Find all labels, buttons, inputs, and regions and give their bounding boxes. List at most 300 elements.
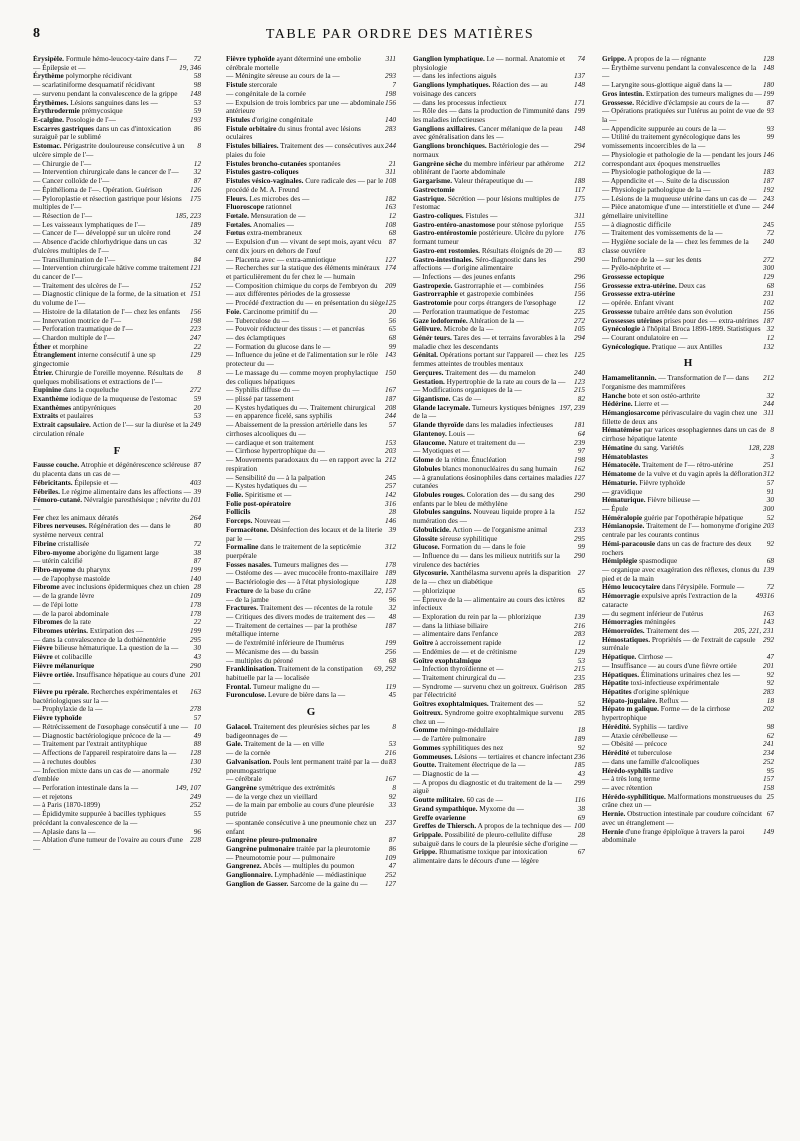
entry-page-ref: 12 [577,638,585,648]
entry-text: tardive [651,765,674,775]
index-column-4 [602,55,774,1135]
entry-page-ref: 152 [574,507,585,517]
entry-page-ref: 47 [388,861,396,871]
entry-heading: Folie post-opératoire [226,498,291,508]
entry-text: Tumeurs malignes des — [271,559,349,569]
entry-text: — de la grande lèvre [33,591,95,601]
entry-heading: Gastro-coliques. [413,210,464,220]
entry-text: Spiritisme et — [243,489,292,499]
entry-page-ref: 8 [197,141,201,151]
entry-heading: Gangrène sèche [413,158,463,168]
entry-page-ref: 43 [193,652,201,662]
entry-page-ref: 185, 223 [175,210,201,220]
entry-text: postérieure. Ulcère du pylore formant tumeur [413,228,564,247]
entry-page-ref: 53 [577,655,585,665]
entry-page-ref: 83 [577,245,585,255]
entry-heading: Glaucome. [413,437,447,447]
entry-page-ref: 148 [190,88,201,98]
entry-page-ref: 156 [574,280,585,290]
entry-heading: Fœtus [226,228,246,238]
entry-text: — Le massage du — comme moyen prophylactique des coliques hépatiques [226,367,379,386]
entry-page-ref: 300 [763,503,774,513]
index-entry [226,723,396,740]
entry-text: Cas de — [450,394,482,404]
entry-page-ref: 140 [190,573,201,583]
entry-text: — Intervention chirurgicale dans le cancer de l'— [33,167,179,177]
entry-text: Gastrorraphie et — combinées [452,280,544,290]
index-column-3 [413,55,585,1135]
entry-text: de la rate [62,617,92,627]
entry-page-ref: 132 [763,341,774,351]
entry-text: Microbe de la — [441,324,494,334]
entry-page-ref: 52 [577,699,585,709]
entry-heading: Fluoroscope [226,202,264,212]
entry-page-ref: 68 [766,556,774,566]
entry-page-ref: 403 [190,477,201,487]
entry-page-ref: 83 [388,756,396,766]
entry-heading: Gastrorraphie [413,289,458,299]
entry-text: Traitement électrique de la — [436,760,526,770]
index-entry [602,374,774,391]
entry-text: Fistules — [463,210,498,220]
index-entry [602,426,774,443]
entry-heading: Gargarisme. [413,176,453,186]
entry-page-ref: 3 [770,451,774,461]
entry-page-ref: 125 [574,350,585,360]
entry-page-ref: 22, 157 [374,585,396,595]
index-entry [33,522,201,539]
entry-text: iodique de la muqueuse de l'estomac [68,394,177,404]
entry-heading: Gros intestin. [602,88,645,98]
entry-page-ref: 129 [574,646,585,656]
entry-heading: Grossesse extra-utérine. [602,280,677,290]
entry-page-ref: 299 [574,777,585,787]
entry-page-ref: 32 [193,167,201,177]
index-entry [602,107,774,124]
entry-text: — Critiques des divers modes de traitement des — [226,612,375,621]
entry-heading: Gangrène [226,782,257,792]
index-entry [226,125,396,142]
entry-page-ref: 243 [763,193,774,203]
entry-heading: Hamamelitannin. [602,373,657,383]
entry-page-ref: 198 [574,455,585,465]
entry-heading: Glande thyroïde [413,420,464,430]
entry-page-ref: 84 [193,254,201,264]
entry-page-ref: 149 [763,826,774,836]
entry-page-ref: 241 [763,739,774,749]
entry-page-ref: 283 [574,629,585,639]
entry-text: — Cancer de l'— développé sur un ulcère rond [33,228,171,238]
entry-page-ref: 240 [763,237,774,247]
entry-page-ref: 98 [766,721,774,731]
entry-page-ref: 175 [190,193,201,203]
entry-heading: Fièvre mélanurique [33,660,95,670]
entry-heading: Formacétone. [226,524,269,534]
entry-text: Cure radicale des — par le procédé de M. A. Freund [226,176,384,194]
entry-page-ref: 57 [388,420,396,430]
index-entry [226,142,396,159]
entry-text: — Pouvoir réducteur des tissus : — et pancréas [226,324,365,334]
entry-page-ref: 143 [763,617,774,627]
entry-heading: Estomac. [33,141,62,151]
entry-text: Éliminations urinaires chez les — [639,669,740,679]
entry-text: — Traitement des ulcères de l'— [33,280,129,290]
entry-page-ref: 292 [763,634,774,644]
entry-text: — Abaissement de la pression artérielle dans les cirrhoses alcooliques du — [226,420,368,438]
entry-text: d'origine congénitale [249,115,313,125]
entry-page-ref: 162 [574,463,585,473]
entry-heading: Gélivure. [413,324,442,334]
entry-page-ref: 212 [574,158,585,168]
entry-heading: Hernie. [602,809,626,819]
entry-text: A propos de la technique des — [476,821,571,831]
entry-heading: Fibro-myome [33,564,76,574]
entry-heading: E-calgine. [33,115,65,125]
entry-text: — de l'artère pulmonaire [413,734,486,744]
entry-page-ref: 192 [190,765,201,775]
entry-heading: Fractures. [226,603,259,613]
index-entry [413,552,585,569]
entry-page-ref: 157 [763,774,774,784]
entry-text: Propriétés — de l'extrait de capsule surrénale [602,634,756,653]
entry-heading: Hédérine. [602,399,633,409]
index-entry [33,688,201,705]
entry-heading: Hépatite [602,678,629,688]
entry-heading: Ganglions axillaires. [413,123,477,133]
entry-page-ref: 201 [190,669,201,679]
index-entry [413,474,585,491]
entry-page-ref: 199 [763,88,774,98]
entry-page-ref: 192 [763,184,774,194]
entry-page-ref: 125 [385,298,396,308]
entry-page-ref: 189 [385,568,396,578]
entry-text: — Physiologie pathologique de la — [602,184,711,194]
entry-text: de la base du crâne [253,585,311,595]
entry-text: — Chirurgie de l'— [33,158,92,168]
entry-page-ref: 116 [574,795,585,805]
entry-text: — Traitement des vomissements de la — [602,228,723,238]
entry-heading: Gynécologique. [602,341,651,351]
entry-page-ref: 183 [763,167,774,177]
entry-heading: Greffe ovarienne [413,812,466,822]
index-entry [413,569,585,586]
entry-page-ref: 12 [193,158,201,168]
entry-text: — Ostéome des — avec mucocèle fronto-maxillaire [226,568,379,578]
entry-heading: Hanche [602,390,626,400]
entry-page-ref: 148 [574,80,585,90]
entry-text: du sang. Variétés [632,442,684,452]
entry-text: pour sténose pylorique [495,219,564,229]
entry-heading: Hépatique. [602,652,637,662]
entry-text: toxi-infectieuse expérimentale [628,678,720,688]
entry-page-ref: 316 [763,591,774,601]
entry-text: — cardiaque et son traitement [226,437,314,447]
entry-page-ref: 86 [193,123,201,133]
entry-text: Syphilis — tardive [630,721,688,731]
entry-text: Mensuration de — [248,210,306,220]
entry-text: — Pneumotomie pour — pulmonaire [226,852,336,862]
entry-text: blancs mononucléaires du sang humain [440,463,558,473]
entry-text: du membre inférieur par athérome oblitérant de l'aorte abdominale [413,158,565,177]
entry-page-ref: 155 [574,219,585,229]
entry-heading: Gestation. [413,376,445,386]
index-entry [33,767,201,784]
entry-text: bilieuse hématurique. La question de la — [52,643,179,653]
index-entry [413,848,585,865]
entry-page-ref: 198 [190,315,201,325]
entry-heading: Exanthème [33,394,69,404]
entry-page-ref: 239 [574,437,585,447]
entry-page-ref: 185 [574,760,585,770]
entry-heading: Hémorragies [602,617,643,627]
entry-page-ref: 92 [766,538,774,548]
entry-text: — Ablation d'une tumeur de l'ovaire au cours d'une — [33,835,183,853]
entry-text: — Transillumination de l'— [33,254,116,264]
entry-heading: Héméralopie [602,512,643,522]
entry-page-ref: 296 [574,271,585,281]
entry-page-ref: 87 [193,176,201,186]
entry-page-ref: 87 [766,97,774,107]
entry-text: pour corps étrangers de l'œsophage [451,298,557,308]
entry-page-ref: 93 [766,123,774,133]
entry-heading: Globules sanguins. [413,507,472,517]
entry-heading: Fistule orbitaire [226,123,277,133]
entry-text: avec inclusions épidermiques chez un chien [59,582,190,592]
page-number: 8 [33,26,40,41]
entry-page-ref: 290 [574,550,585,560]
index-entry [413,256,585,273]
entry-text: Périgastrite douloureuse consécutive à un ulcère simple de l'— [33,141,185,159]
entry-heading: Érythrodermie [33,106,80,116]
entry-text: — Diagnostic bactériologique précoce de la — [33,730,171,740]
index-entry [602,566,774,583]
entry-text: dans la coqueluche [61,385,119,395]
entry-heading: Hérédité. [602,721,631,731]
entry-heading: Hémorragie [602,591,640,601]
entry-page-ref: 187 [763,315,774,325]
entry-text: Malformations monstrueuses du crâne chez un — [602,791,762,810]
entry-page-ref: 178 [190,608,201,618]
entry-page-ref: 208 [385,402,396,412]
entry-heading: Ganglions bronchiques. [413,141,487,151]
entry-page-ref: 181 [574,420,585,430]
entry-heading: Hémo leucocytaire [602,582,661,592]
entry-text: et paulaires [58,411,94,421]
index-entry [33,810,201,827]
entry-heading: Gangrène pulmonaire [226,843,295,853]
entry-heading: Goitreux. [413,707,443,717]
entry-heading: Fosses nasales. [226,559,272,569]
index-entry [602,705,774,722]
entry-text: — Aplasie dans la — [33,826,96,836]
entry-text: Épilepsie et — [72,477,118,487]
entry-page-ref: 25 [766,791,774,801]
entry-text: — Influence du — dans les milieux nutritifs sur la virulence des bactéries [413,550,560,569]
entry-text: — en apparence ficelé, sans syphilis [226,411,333,421]
entry-heading: Hépatiques. [602,669,640,679]
entry-text: — à diagnostic difficile [602,219,671,229]
index-entry [413,334,585,351]
index-entry [33,836,201,853]
entry-heading: Fibromes [33,617,63,627]
entry-heading: Globulicide. [413,524,451,534]
entry-page-ref: 97 [577,446,585,456]
entry-text: — Affections de l'appareil respiratoire dans la — [33,748,177,758]
entry-text: A propos de la — régnante [626,55,706,63]
entry-page-ref: 257 [385,481,396,491]
section-letter: F [113,444,121,457]
entry-text: Obstruction intestinale par coudure coïncidant avec un étranglement — [602,809,763,827]
entry-text: — dans la lithiase biliaire [413,620,488,630]
index-entry [226,351,396,368]
entry-text: Le régime alimentaire dans les affections — [59,486,191,496]
entry-heading: Fer [33,512,44,522]
entry-text: — Lésions de la muqueuse utérine dans un cas de — [602,193,757,203]
entry-page-ref: 236 [574,751,585,761]
entry-page-ref: 225 [574,306,585,316]
index-entry [226,758,396,775]
entry-text: — cérébrale [226,774,262,784]
entry-text: Sécrétion — pour lésions multiples de l'estomac [413,193,560,212]
entry-page-ref: 140 [385,115,396,125]
section-letter: G [306,706,316,719]
entry-text: expulsive après l'extraction de la cataracte [602,591,737,609]
entry-heading: Ganglionnaire. [226,870,273,880]
entry-text: et tuberculose [629,748,672,758]
entry-heading: Eupinine [33,385,62,395]
entry-text: à accroissement rapide [433,638,502,648]
entry-page-ref: 39 [388,524,396,534]
entry-page-ref: 249 [190,420,201,430]
entry-page-ref: 137 [574,71,585,81]
entry-page-ref: 156 [190,306,201,316]
entry-text: — Obésité — précoce [602,739,668,749]
entry-text: spasmodique [637,556,678,566]
entry-text: — Épule [602,503,629,513]
entry-page-ref: 128, 228 [748,442,774,452]
entry-text: méningées [642,617,676,627]
entry-page-ref: 8 [392,721,396,731]
entry-page-ref: 139 [574,612,585,621]
entry-text: — spontanée consécutive à une pneumonie chez un enfant [226,817,377,836]
entry-text: — Syndrome — survenu chez un goitreux. Guérison par l'électricité [413,681,568,700]
entry-heading: Fœtale. [226,210,249,220]
entry-page-ref: 128 [190,748,201,758]
entry-heading: Fébriles. [33,486,60,496]
entry-page-ref: 20 [193,402,201,412]
entry-heading: Grossesse extra-utérine [602,289,676,299]
entry-text: Myxome du — [477,803,524,813]
entry-text: — Ataxie cérébelleuse — [602,730,678,740]
entry-text: — Perforation traumatique de l'estomac [413,306,530,316]
entry-text: aborigène du ligament large [75,547,159,557]
entry-page-ref: 45 [388,690,396,700]
entry-text: — de la cornée [226,748,271,758]
entry-page-ref: 156 [763,306,774,316]
entry-heading: Goîtres exophtalmiques. [413,699,489,709]
entry-page-ref: 121 [190,263,201,273]
entry-text: — Traitement par l'extrait antityphique [33,739,147,749]
entry-heading: Génér teurs. [413,333,452,342]
entry-text: Lésions sanguines dans les — [68,97,158,107]
index-entry [413,229,585,246]
entry-page-ref: 64 [577,428,585,438]
entry-text: — Laryngite sous-glottique aiguë dans la — [602,80,732,90]
entry-page-ref: 294 [574,333,585,342]
entry-text: dans un cas d'intoxication suraiguë par le sublimé [33,123,171,142]
entry-page-ref: 228 [190,835,201,845]
index-column-2 [226,55,396,1135]
entry-heading: Gomme [413,725,438,735]
index-entry [602,793,774,810]
entry-page-ref: 188 [574,176,585,186]
index-entry [413,107,585,124]
entry-heading: Fistule [226,80,248,90]
entry-page-ref: 128 [763,55,774,63]
entry-heading: Gastro-entérostomie [413,228,477,238]
entry-text: — alimentaire dans l'enfance [413,629,498,639]
entry-text: Rhumatisme toxique par intoxication alimentaire dans le décours d'une — légère [413,847,548,866]
entry-page-ref: 99 [577,542,585,552]
entry-heading: Glycosurie. [413,568,449,578]
entry-heading: Hernie [602,826,624,836]
entry-text: — de l'extrémité inférieure de l'humérus [226,638,344,648]
entry-text: stercorale [247,80,278,90]
entry-text: — Traitement de certaines — par la prothèse métallique interne [226,620,358,639]
entry-page-ref: 180 [763,80,774,90]
entry-page-ref: 88 [193,739,201,749]
entry-page-ref: 143 [385,350,396,360]
entry-text: — Physiologie et pathologie de la — pendant les jours correspondant aux époques menstruelles [602,149,762,168]
index-entry [602,540,774,557]
entry-heading: Fibro-myome [33,547,76,557]
entry-text: — Endémies de — et de crétinisme [413,646,517,656]
entry-page-ref: 127 [574,472,585,482]
entry-text: — Recherches sur la statique des éléments minéraux et particulièrement du fer chez le — humain [226,263,380,281]
entry-heading: Gastrique. [413,193,447,203]
entry-heading: Glande lacrymale. [413,402,471,412]
entry-page-ref: 163 [190,687,201,697]
entry-text: du sinus frontal avec lésions oculaires [226,123,361,142]
entry-text: — Chardon multiple de l'— [33,333,115,342]
entry-page-ref: 205, 221, 231 [733,626,774,635]
entry-page-ref: 56 [388,315,396,325]
entry-page-ref: 126 [190,184,201,194]
entry-text: Tumeur maligne du — [251,681,320,691]
index-entry [226,801,396,818]
entry-text: — Perforation traumatique de l'— [33,324,133,334]
entry-heading: Grippale. [413,829,443,839]
entry-page-ref: 149, 107 [175,782,201,792]
index-entry [226,369,396,386]
entry-text: — dans la convalescence de la dothiénentérie [33,634,166,644]
entry-page-ref: 38 [193,547,201,557]
entry-text: — Épreuve de la — alimentaire au cours des ictères infectieux [413,594,565,613]
entry-text: — Pièce anatomique d'une — interstitielle et d'une — gémellaire univitelline [602,202,760,220]
entry-heading: Hépato m galique. [602,704,659,714]
entry-page-ref: 199 [190,564,201,574]
entry-text: et morphine [50,341,88,351]
entry-text: Lymphadénie — médiastinique [272,870,367,880]
entry-heading: Fièvre [33,643,53,653]
index-entry [33,264,201,281]
entry-text: périvasculaire du vagin chez une fillette de deux ans [602,408,758,426]
entry-page-ref: 283 [763,687,774,697]
entry-page-ref: 22 [193,341,201,351]
entry-text: Altération de la — [467,315,524,325]
entry-text: et colibacille [52,652,93,662]
entry-page-ref: 245 [763,219,774,229]
